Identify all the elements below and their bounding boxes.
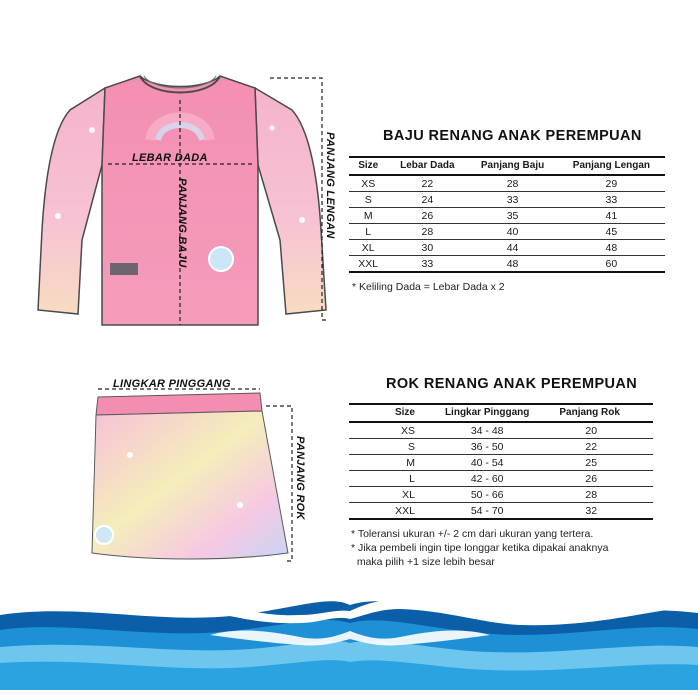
table-row [349, 175, 665, 192]
table-cell: M [349, 208, 387, 224]
table-cell: 41 [558, 208, 665, 224]
table-cell: 26 [553, 471, 653, 487]
table-cell: 25 [553, 455, 653, 471]
table-cell: L [349, 224, 387, 240]
table-cell: 44 [467, 240, 558, 256]
ocean-waves-decoration [0, 585, 698, 690]
rok-note: * Toleransi ukuran +/- 2 cm dari ukuran yang tertera. [351, 528, 594, 540]
table-cell: 48 [467, 256, 558, 273]
table-row [349, 487, 653, 503]
table-row [349, 471, 653, 487]
table-row [349, 192, 665, 208]
table-cell: 20 [553, 422, 653, 439]
table-cell: L [349, 471, 421, 487]
table-cell: 22 [553, 439, 653, 455]
table-cell: 40 [467, 224, 558, 240]
swim-shirt-illustration [30, 70, 350, 335]
table-row [349, 422, 653, 439]
table-cell: 24 [387, 192, 467, 208]
table-cell: 22 [387, 175, 467, 192]
table-cell: 29 [558, 175, 665, 192]
column-header: Panjang Lengan [558, 157, 665, 175]
swim-shirt-drawing [30, 70, 350, 335]
rok-note: * Jika pembeli ingin tipe longgar ketika dipakai anaknya [351, 542, 609, 554]
lingkar-pinggang-label: LINGKAR PINGGANG [113, 378, 231, 390]
table-row [349, 439, 653, 455]
panjang-rok-label: PANJANG ROK [294, 436, 306, 520]
table-cell: 28 [387, 224, 467, 240]
table-cell: 26 [387, 208, 467, 224]
table-row [349, 503, 653, 520]
table-cell: XXL [349, 503, 421, 520]
table-cell: XL [349, 487, 421, 503]
table-cell: 45 [558, 224, 665, 240]
table-cell: 34 - 48 [421, 422, 553, 439]
table-cell: XS [349, 422, 421, 439]
column-header: Lebar Dada [387, 157, 467, 175]
table-cell: 30 [387, 240, 467, 256]
column-header: Lingkar Pinggang [421, 404, 553, 422]
rok-note: maka pilih +1 size lebih besar [351, 556, 495, 568]
column-header: Panjang Baju [467, 157, 558, 175]
table-cell: 35 [467, 208, 558, 224]
table-cell: 32 [553, 503, 653, 520]
table-cell: 60 [558, 256, 665, 273]
table-cell: 54 - 70 [421, 503, 553, 520]
baju-note: * Keliling Dada = Lebar Dada x 2 [352, 281, 505, 293]
table-cell: 33 [387, 256, 467, 273]
rok-notes [351, 527, 608, 569]
table-cell: S [349, 192, 387, 208]
table-cell: 42 - 60 [421, 471, 553, 487]
swim-skirt-illustration [90, 385, 320, 570]
column-header: Panjang Rok [553, 404, 653, 422]
table-cell: 40 - 54 [421, 455, 553, 471]
table-cell: 28 [553, 487, 653, 503]
table-cell: 28 [467, 175, 558, 192]
waves-drawing [0, 585, 698, 690]
table-cell: XS [349, 175, 387, 192]
column-header: Size [349, 157, 387, 175]
table-cell: 50 - 66 [421, 487, 553, 503]
rok-size-table [349, 403, 653, 520]
panjang-baju-label: PANJANG BAJU [176, 178, 188, 268]
baju-size-table [349, 156, 665, 273]
table-cell: S [349, 439, 421, 455]
rok-table-title: ROK RENANG ANAK PEREMPUAN [386, 376, 638, 392]
table-row [349, 240, 665, 256]
table-cell: 48 [558, 240, 665, 256]
table-cell: 36 - 50 [421, 439, 553, 455]
table-row [349, 256, 665, 273]
column-header: Size [349, 404, 421, 422]
table-row [349, 224, 665, 240]
table-cell: 33 [558, 192, 665, 208]
table-cell: 33 [467, 192, 558, 208]
lebar-dada-label: LEBAR DADA [132, 152, 208, 164]
table-row [349, 208, 665, 224]
table-header-row [349, 404, 653, 422]
table-cell: XXL [349, 256, 387, 273]
table-row [349, 455, 653, 471]
baju-table-title: BAJU RENANG ANAK PEREMPUAN [383, 128, 642, 144]
swim-skirt-drawing [90, 385, 320, 570]
table-cell: XL [349, 240, 387, 256]
table-cell: M [349, 455, 421, 471]
panjang-lengan-label: PANJANG LENGAN [324, 132, 336, 239]
table-header-row [349, 157, 665, 175]
